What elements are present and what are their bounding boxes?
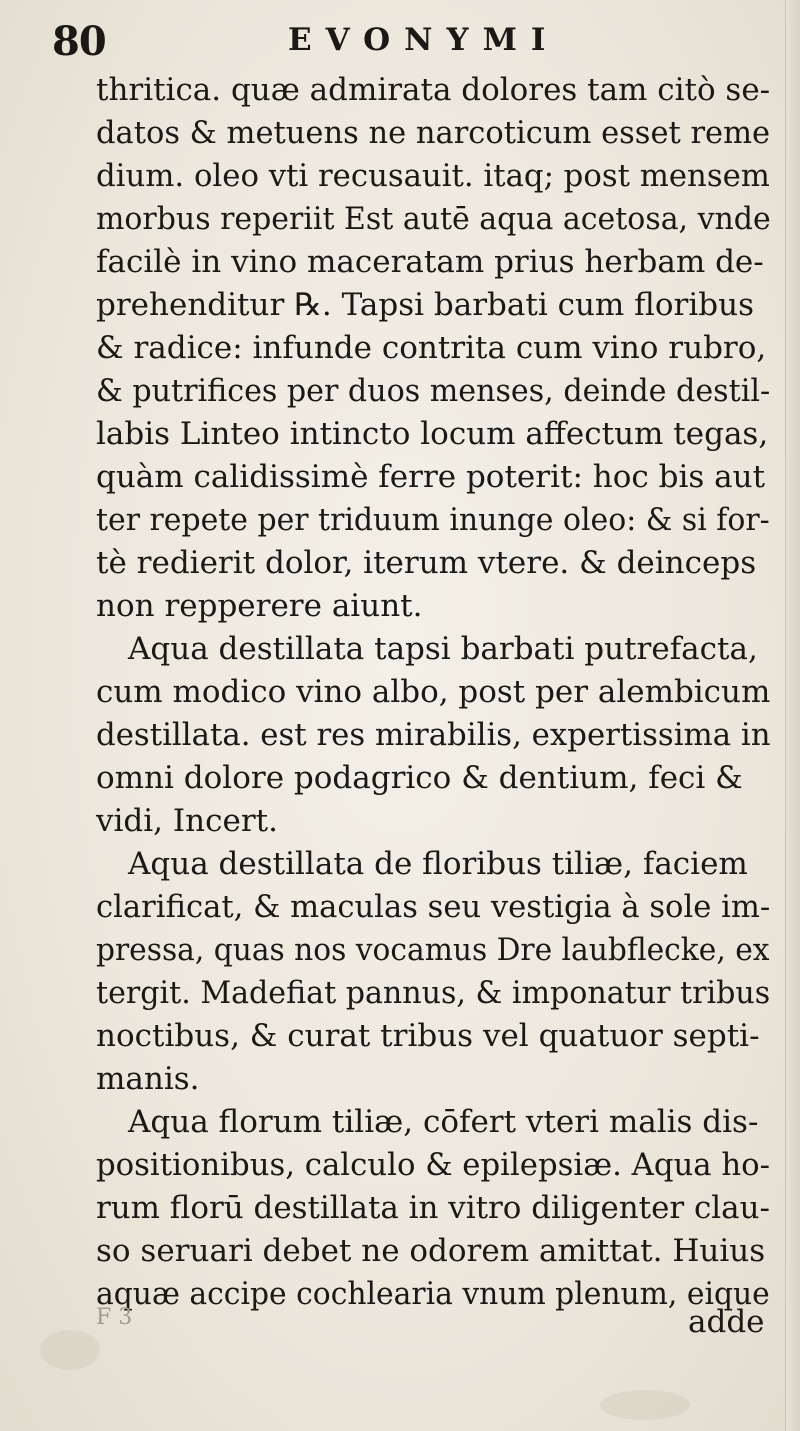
text-line: noctibus, & curat tribus vel quatuor septi- bbox=[96, 1018, 760, 1054]
text-line: dium. oleo vti recusauit. itaq; post mensem bbox=[96, 158, 770, 194]
page-edge bbox=[785, 0, 800, 1431]
text-line: datos & metuens ne narcoticum esset reme bbox=[96, 115, 771, 151]
text-line: positionibus, calculo & epilepsiæ. Aqua ho- bbox=[96, 1147, 771, 1183]
text-line: ter repete per triduum inunge oleo: & si for- bbox=[96, 502, 770, 538]
text-line: thritica. quæ admirata dolores tam citò se- bbox=[96, 72, 771, 108]
text-line: tè redierit dolor, iterum vtere. & deinceps bbox=[96, 545, 757, 581]
text-line: Aqua destillata tapsi barbati putrefacta, bbox=[128, 631, 758, 667]
text-line: non repperere aiunt. bbox=[96, 588, 423, 624]
paper-stain bbox=[600, 1390, 690, 1420]
page-header bbox=[0, 8, 800, 65]
text-line: manis. bbox=[96, 1061, 200, 1097]
running-head: EVONYMI bbox=[288, 22, 560, 58]
text-line: tergit. Madefiat pannus, & imponatur tribus bbox=[96, 975, 771, 1011]
text-line: facilè in vino maceratam prius herbam de- bbox=[96, 244, 764, 280]
text-line: so seruari debet ne odorem amittat. Huius bbox=[96, 1233, 766, 1269]
text-line: destillata. est res mirabilis, expertissima in bbox=[96, 717, 771, 753]
text-line: cum modico vino albo, post per alembicum bbox=[96, 674, 771, 710]
text-line: aquæ accipe cochlearia vnum plenum, eique bbox=[96, 1276, 770, 1312]
text-line: omni dolore podagrico & dentium, feci & bbox=[96, 760, 743, 796]
text-line: quàm calidissimè ferre poterit: hoc bis aut bbox=[96, 459, 766, 495]
text-line: Aqua florum tiliæ, cōfert vteri malis dis- bbox=[128, 1104, 759, 1140]
catchword: adde bbox=[688, 1304, 765, 1340]
text-line: Aqua destillata de floribus tiliæ, faciem bbox=[128, 846, 748, 882]
page-number: 80 bbox=[52, 18, 106, 65]
signature-mark: F 3 bbox=[96, 1305, 133, 1330]
text-line: prehenditur ℞. Tapsi barbati cum floribus bbox=[96, 287, 754, 323]
text-line: labis Linteo intincto locum affectum tegas, bbox=[96, 416, 769, 452]
text-line: & radice: infunde contrita cum vino rubro, bbox=[96, 330, 767, 366]
text-line: pressa, quas nos vocamus Dre laubflecke, ex bbox=[96, 932, 770, 968]
text-line: vidi, Incert. bbox=[96, 803, 278, 839]
text-line: clarificat, & maculas seu vestigia à sole im- bbox=[96, 889, 771, 925]
text-line: rum florū destillata in vitro diligenter clau- bbox=[96, 1190, 770, 1226]
text-line: morbus reperiit Est autē aqua acetosa, vnde bbox=[96, 201, 771, 237]
text-line: & putrifices per duos menses, deinde destil- bbox=[96, 373, 771, 409]
paper-stain bbox=[40, 1330, 100, 1370]
